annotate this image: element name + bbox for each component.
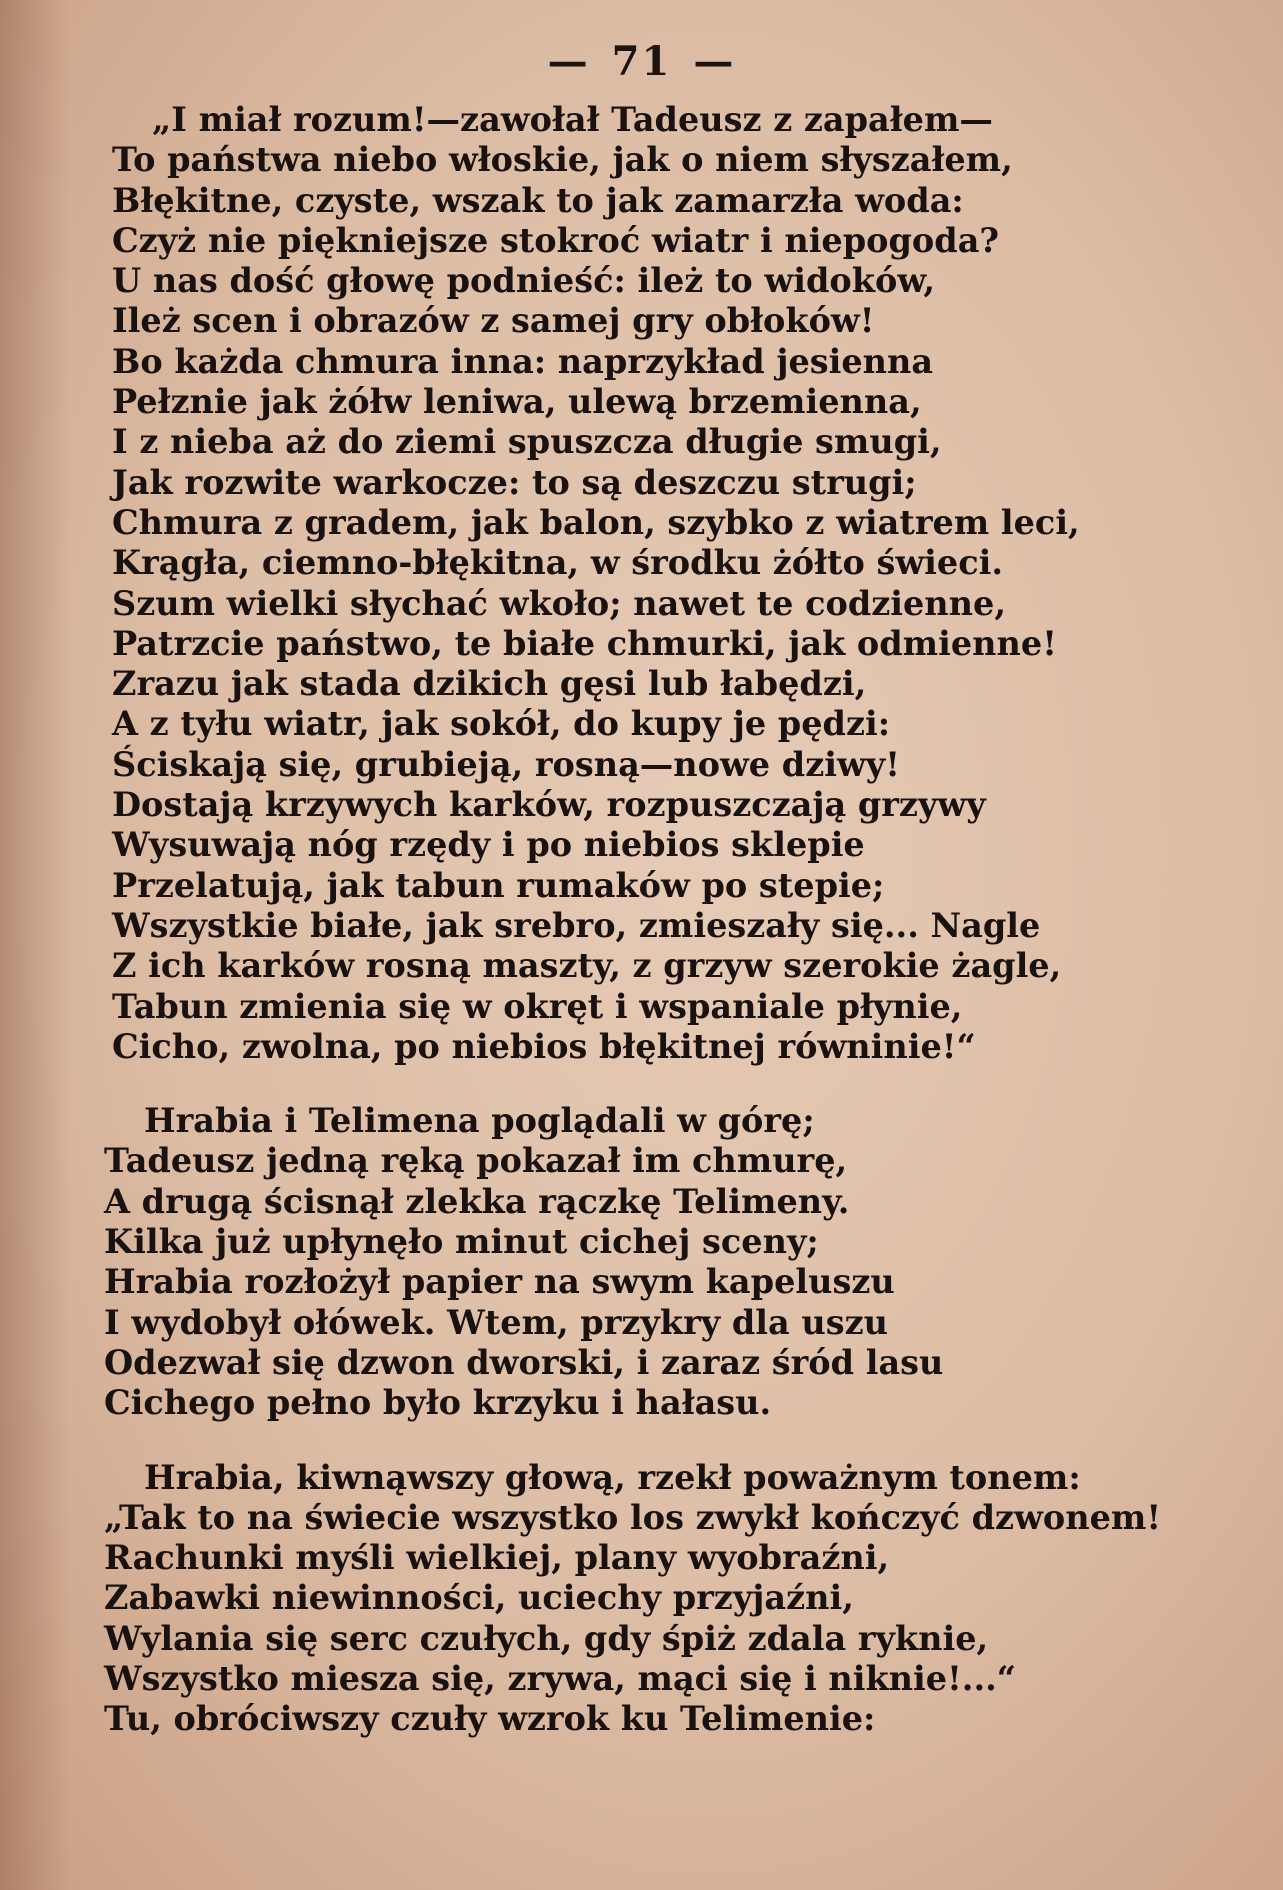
text-line: Ileż scen i obrazów z samej gry obłoków! (112, 301, 875, 341)
stanza-1 (112, 100, 1172, 1067)
text-line: I z nieba aż do ziemi spuszcza długie smugi, (112, 422, 942, 462)
text-line: Czyż nie piękniejsze stokroć wiatr i niepogoda? (112, 220, 1000, 260)
text-line: Cicho, zwolna, po niebios błękitnej równinie!“ (112, 1026, 976, 1066)
text-line: Szum wielki słychać wkoło; nawet te codzienne, (112, 583, 1006, 623)
text-line: Wszystko miesza się, zrywa, mąci się i niknie!...“ (104, 1658, 1017, 1698)
text-line: Dostają krzywych karków, rozpuszczają grzywy (112, 785, 986, 825)
text-line: Tadeusz jedną ręką pokazał im chmurę, (104, 1141, 848, 1181)
text-line: U nas dość głowę podnieść: ileż to widoków, (112, 261, 936, 301)
text-line: Wysuwają nóg rzędy i po niebios sklepie (112, 825, 865, 865)
stanza-3 (104, 1458, 1172, 1740)
text-line: Bo każda chmura inna: naprzykład jesienna (112, 341, 934, 381)
text-line: Z ich karków rosną maszty, z grzyw szerokie żagle, (112, 946, 1062, 986)
text-line: „Tak to na świecie wszystko los zwykł kończyć dzwonem! (104, 1497, 1162, 1537)
page-number-header (0, 38, 1283, 85)
text-line: Pełznie jak żółw leniwa, ulewą brzemienna, (112, 382, 922, 422)
text-line: Cichego pełno było krzyku i hałasu. (104, 1383, 772, 1423)
text-line: Tabun zmienia się w okręt i wspaniale płynie, (112, 986, 963, 1026)
text-line: „I miał rozum!—zawołał Tadeusz z zapałem— (152, 100, 993, 139)
text-line: To państwa niebo włoskie, jak o niem słyszałem, (112, 140, 1013, 180)
poem-text (104, 100, 1172, 1774)
page-number: 71 (611, 38, 672, 85)
text-line: Odezwał się dzwon dworski, i zaraz śród lasu (104, 1342, 944, 1382)
text-line: Krągła, ciemno-błękitna, w środku żółto świeci. (112, 543, 1004, 583)
text-line: Hrabia rozłożył papier na swym kapeluszu (104, 1262, 895, 1302)
text-line: I wydobył ołówek. Wtem, przykry dla uszu (104, 1302, 888, 1342)
text-line: Patrzcie państwo, te białe chmurki, jak odmienne! (112, 623, 1057, 663)
text-line: Zabawki niewinności, uciechy przyjaźni, (104, 1578, 854, 1618)
text-line: Hrabia, kiwnąwszy głową, rzekł poważnym tonem: (144, 1457, 1081, 1497)
dash-left: — (547, 38, 590, 85)
text-line: Przelatują, jak tabun rumaków po stepie; (112, 865, 885, 905)
text-line: A drugą ścisnął zlekka rączkę Telimeny. (104, 1181, 850, 1221)
text-line: A z tyłu wiatr, jak sokół, do kupy je pędzi: (112, 704, 891, 744)
text-line: Ściskają się, grubieją, rosną—nowe dziwy! (112, 744, 900, 784)
text-line: Wylania się serc czułych, gdy śpiż zdala ryknie, (104, 1618, 989, 1658)
dash-right: — (693, 38, 736, 85)
text-line: Wszystkie białe, jak srebro, zmieszały się... Nagle (112, 905, 1041, 945)
text-line: Tu, obróciwszy czuły wzrok ku Telimenie: (104, 1699, 876, 1739)
text-line: Rachunki myśli wielkiej, plany wyobraźni, (104, 1538, 890, 1578)
text-line: Kilka już upłynęło minut cichej sceny; (104, 1222, 819, 1262)
stanza-2 (104, 1101, 1172, 1423)
text-line: Błękitne, czyste, wszak to jak zamarzła woda: (112, 180, 964, 220)
text-line: Zrazu jak stada dzikich gęsi lub łabędzi, (112, 664, 867, 704)
text-line: Hrabia i Telimena poglądali w górę; (144, 1101, 815, 1141)
text-line: Chmura z gradem, jak balon, szybko z wiatrem leci, (112, 502, 1080, 542)
text-line: Jak rozwite warkocze: to są deszczu strugi; (112, 462, 917, 502)
